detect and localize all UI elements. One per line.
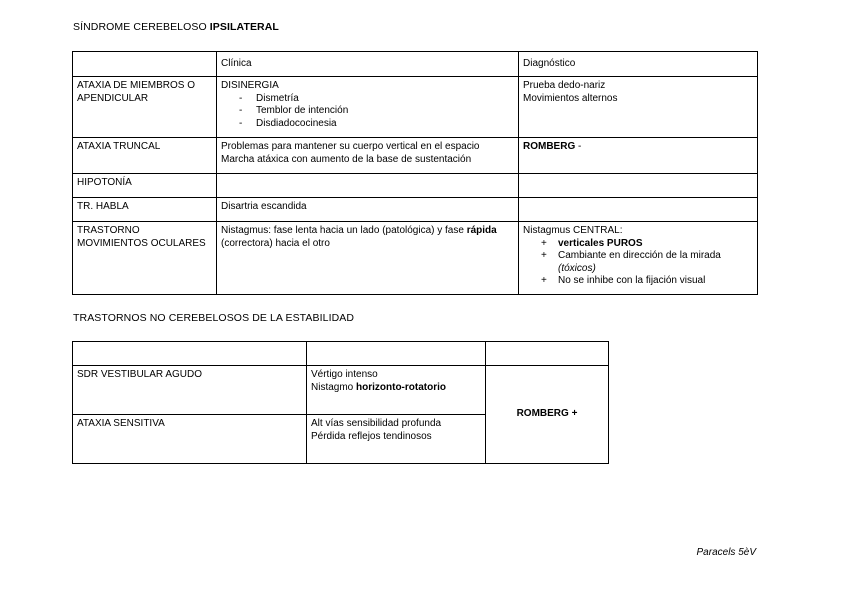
footer-signature: Paracels 5èV: [696, 547, 756, 558]
table-row: [73, 222, 758, 295]
header-cell-empty: [486, 342, 609, 366]
clinica-cell: DISINERGIA - Dismetría - Temblor de intención - Disdiadococinesia: [217, 77, 519, 138]
nistagmus-list: [523, 238, 753, 288]
table-row: [73, 198, 758, 222]
table-trastornos-no-cerebelosos: [72, 341, 609, 464]
row-name: HIPOTONÍA: [73, 174, 217, 198]
diagnostico-cell: [519, 174, 758, 198]
row-name: TR. HABLA: [73, 198, 217, 222]
row-name: SDR VESTIBULAR AGUDO: [73, 366, 307, 415]
header-cell-empty: [73, 342, 307, 366]
table-row: [73, 138, 758, 174]
diagnostico-cell: Nistagmus CENTRAL: + verticales PUROS + Cambiante en dirección de la mirada (tóxicos) + No se inhibe con la fijación visual: [519, 222, 758, 295]
list-item: - Dismetría: [239, 93, 514, 106]
list-item: - Disdiadococinesia: [239, 118, 514, 131]
table-header-row: [73, 52, 758, 77]
list-item: - Temblor de intención: [239, 105, 514, 118]
header-cell-empty: [307, 342, 486, 366]
diagnostico-cell: ROMBERG -: [519, 138, 758, 174]
clinica-cell: Problemas para mantener su cuerpo vertical en el espacio Marcha atáxica con aumento de la base de sustentación: [217, 138, 519, 174]
table-sindrome-cerebeloso: [72, 51, 758, 295]
diagnostico-cell: [519, 198, 758, 222]
row-name: ATAXIA DE MIEMBROS O APENDICULAR: [73, 77, 217, 138]
clinica-cell: Disartria escandida: [217, 198, 519, 222]
table-header-row: [73, 342, 609, 366]
list-item: + No se inhibe con la fijación visual: [541, 275, 706, 286]
header-clinica: Clínica: [217, 52, 519, 77]
table-row: [73, 366, 609, 415]
list-item: + verticales PUROS: [541, 237, 643, 249]
row-name: ATAXIA TRUNCAL: [73, 138, 217, 174]
clinica-cell: Vértigo intenso Nistagmo horizonto-rotatorio: [307, 366, 486, 415]
clinica-cell: Alt vías sensibilidad profunda Pérdida reflejos tendinosos: [307, 415, 486, 464]
clinica-cell: Nistagmus: fase lenta hacia un lado (patológica) y fase rápida (correctora) hacia el otro: [217, 222, 519, 295]
clinica-cell: [217, 174, 519, 198]
table-row: [73, 77, 758, 138]
row-name: TRASTORNO MOVIMIENTOS OCULARES: [73, 222, 217, 295]
header-diagnostico: Diagnóstico: [519, 52, 758, 77]
diagnostico-cell: Prueba dedo-nariz Movimientos alternos: [519, 77, 758, 138]
clinica-list: [221, 93, 514, 131]
title-sindrome-cerebeloso: SÍNDROME CEREBELOSO IPSILATERAL: [73, 21, 279, 33]
header-cell-empty: [73, 52, 217, 77]
title-trastornos-no-cerebelosos: TRASTORNOS NO CEREBELOSOS DE LA ESTABILIDAD: [73, 312, 355, 324]
table-row: [73, 174, 758, 198]
list-item: + Cambiante en dirección de la mirada (tóxicos): [541, 250, 721, 274]
romberg-positive-cell: ROMBERG +: [486, 366, 609, 464]
row-name: ATAXIA SENSITIVA: [73, 415, 307, 464]
